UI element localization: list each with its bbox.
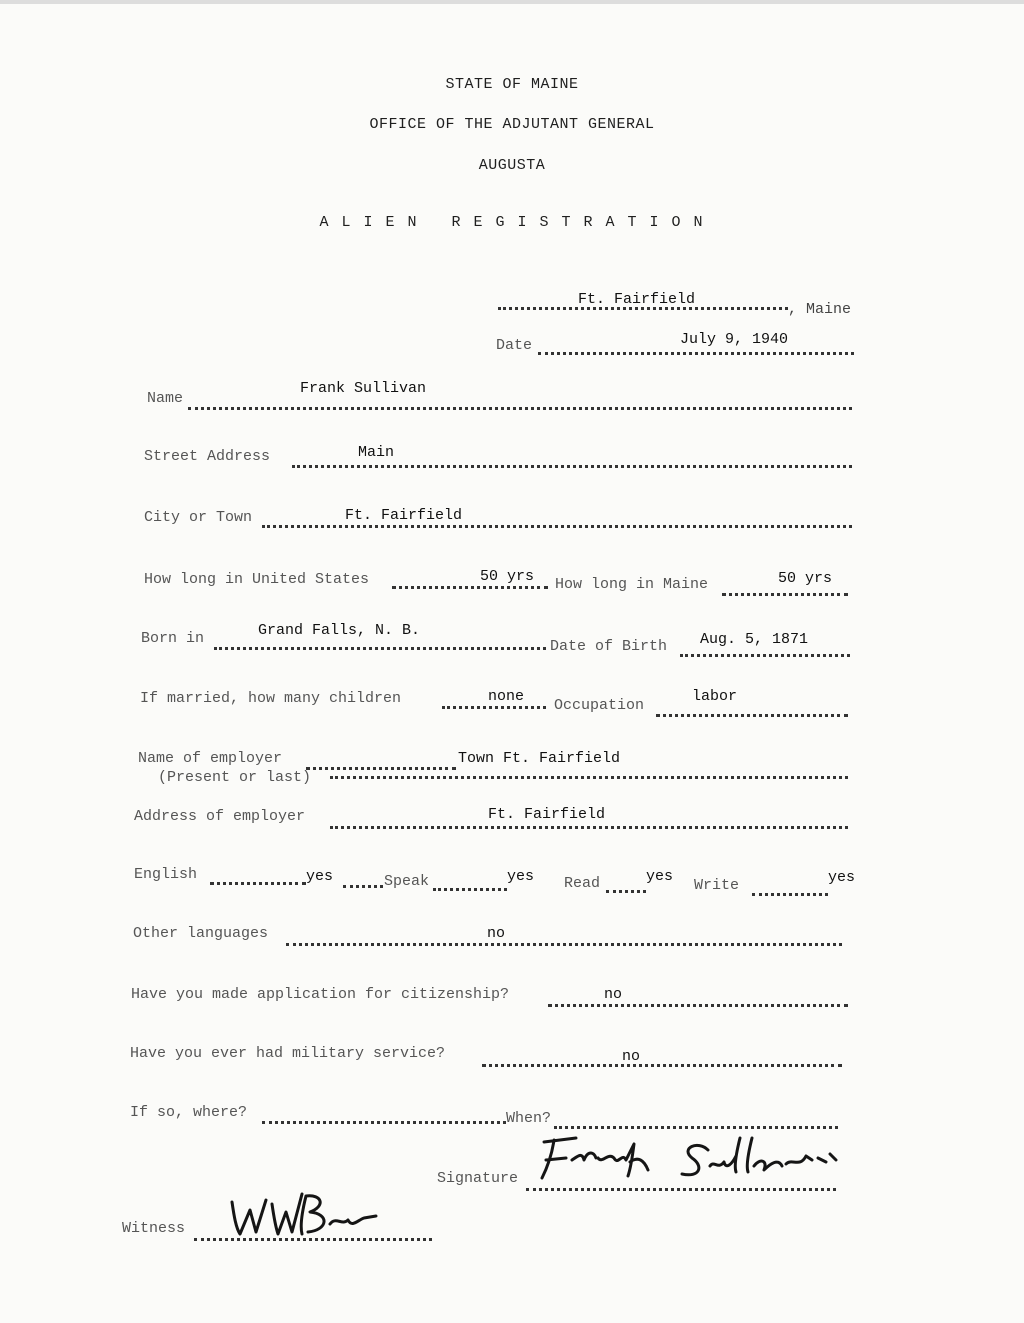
read-label: Read xyxy=(564,875,601,892)
form-title: A L I E N R E G I S T R A T I O N xyxy=(319,214,705,231)
name-label: Name xyxy=(147,390,184,407)
when-label: When? xyxy=(506,1110,552,1127)
street-dots xyxy=(292,462,852,468)
occupation-value: labor xyxy=(692,688,738,705)
employer-sublabel: (Present or last) xyxy=(158,769,312,786)
witness-dots xyxy=(194,1235,432,1241)
other-languages-dots xyxy=(286,940,842,946)
citizenship-label: Have you made application for citizenship? xyxy=(131,986,510,1003)
other-languages-label: Other languages xyxy=(133,925,269,942)
english-label: English xyxy=(134,866,198,883)
dob-label: Date of Birth xyxy=(550,638,668,655)
citizenship-value: no xyxy=(604,986,623,1003)
how-long-us-value: 50 yrs xyxy=(480,568,535,585)
military-dots xyxy=(482,1061,842,1067)
scan-edge xyxy=(0,0,1024,4)
citizenship-dots xyxy=(548,1001,848,1007)
english-dots-b xyxy=(343,882,383,888)
born-in-dots xyxy=(214,644,546,650)
children-value: none xyxy=(488,688,525,705)
read-value: yes xyxy=(646,868,674,885)
place-suffix: , Maine xyxy=(788,301,852,318)
header-office: OFFICE OF THE ADJUTANT GENERAL xyxy=(369,116,655,133)
where-dots xyxy=(262,1118,506,1124)
military-value: no xyxy=(622,1048,641,1065)
street-value: Main xyxy=(358,444,395,461)
employer-dots-a xyxy=(306,764,456,770)
employer-value: Town Ft. Fairfield xyxy=(458,750,621,767)
when-dots xyxy=(554,1123,838,1129)
employer-address-label: Address of employer xyxy=(134,808,306,825)
witness-label: Witness xyxy=(122,1220,186,1237)
write-value: yes xyxy=(828,869,856,886)
born-in-value: Grand Falls, N. B. xyxy=(258,622,421,639)
write-label: Write xyxy=(694,877,740,894)
speak-dots xyxy=(433,885,507,891)
speak-label: Speak xyxy=(384,873,430,890)
other-languages-value: no xyxy=(487,925,506,942)
speak-value: yes xyxy=(507,868,535,885)
signature-dots xyxy=(526,1185,836,1191)
street-label: Street Address xyxy=(144,448,271,465)
name-dots xyxy=(188,404,852,410)
occupation-dots xyxy=(656,711,848,717)
signature-label: Signature xyxy=(437,1170,519,1187)
how-long-maine-label: How long in Maine xyxy=(555,576,709,593)
born-in-label: Born in xyxy=(141,630,205,647)
city-value: Ft. Fairfield xyxy=(345,507,463,524)
employer-label: Name of employer xyxy=(138,750,283,767)
english-value: yes xyxy=(306,868,334,885)
header-city: AUGUSTA xyxy=(478,157,546,174)
employer-address-dots xyxy=(330,823,848,829)
children-label: If married, how many children xyxy=(140,690,402,707)
where-label: If so, where? xyxy=(130,1104,248,1121)
date-value: July 9, 1940 xyxy=(680,331,789,348)
city-label: City or Town xyxy=(144,509,253,526)
how-long-maine-value: 50 yrs xyxy=(778,570,833,587)
military-label: Have you ever had military service? xyxy=(130,1045,446,1062)
write-dots xyxy=(752,890,828,896)
header-state: STATE OF MAINE xyxy=(445,76,579,93)
english-dots xyxy=(210,879,306,885)
place-value: Ft. Fairfield xyxy=(578,291,696,308)
how-long-maine-dots xyxy=(722,590,848,596)
read-dots xyxy=(606,887,646,893)
employer-address-value: Ft. Fairfield xyxy=(488,806,606,823)
how-long-us-label: How long in United States xyxy=(144,571,370,588)
name-value: Frank Sullivan xyxy=(300,380,427,397)
signature-handwriting xyxy=(530,1130,870,1190)
date-label: Date xyxy=(496,337,533,354)
date-dots xyxy=(538,349,854,355)
occupation-label: Occupation xyxy=(554,697,645,714)
employer-dots-b xyxy=(330,773,848,779)
dob-dots xyxy=(680,651,850,657)
dob-value: Aug. 5, 1871 xyxy=(700,631,809,648)
